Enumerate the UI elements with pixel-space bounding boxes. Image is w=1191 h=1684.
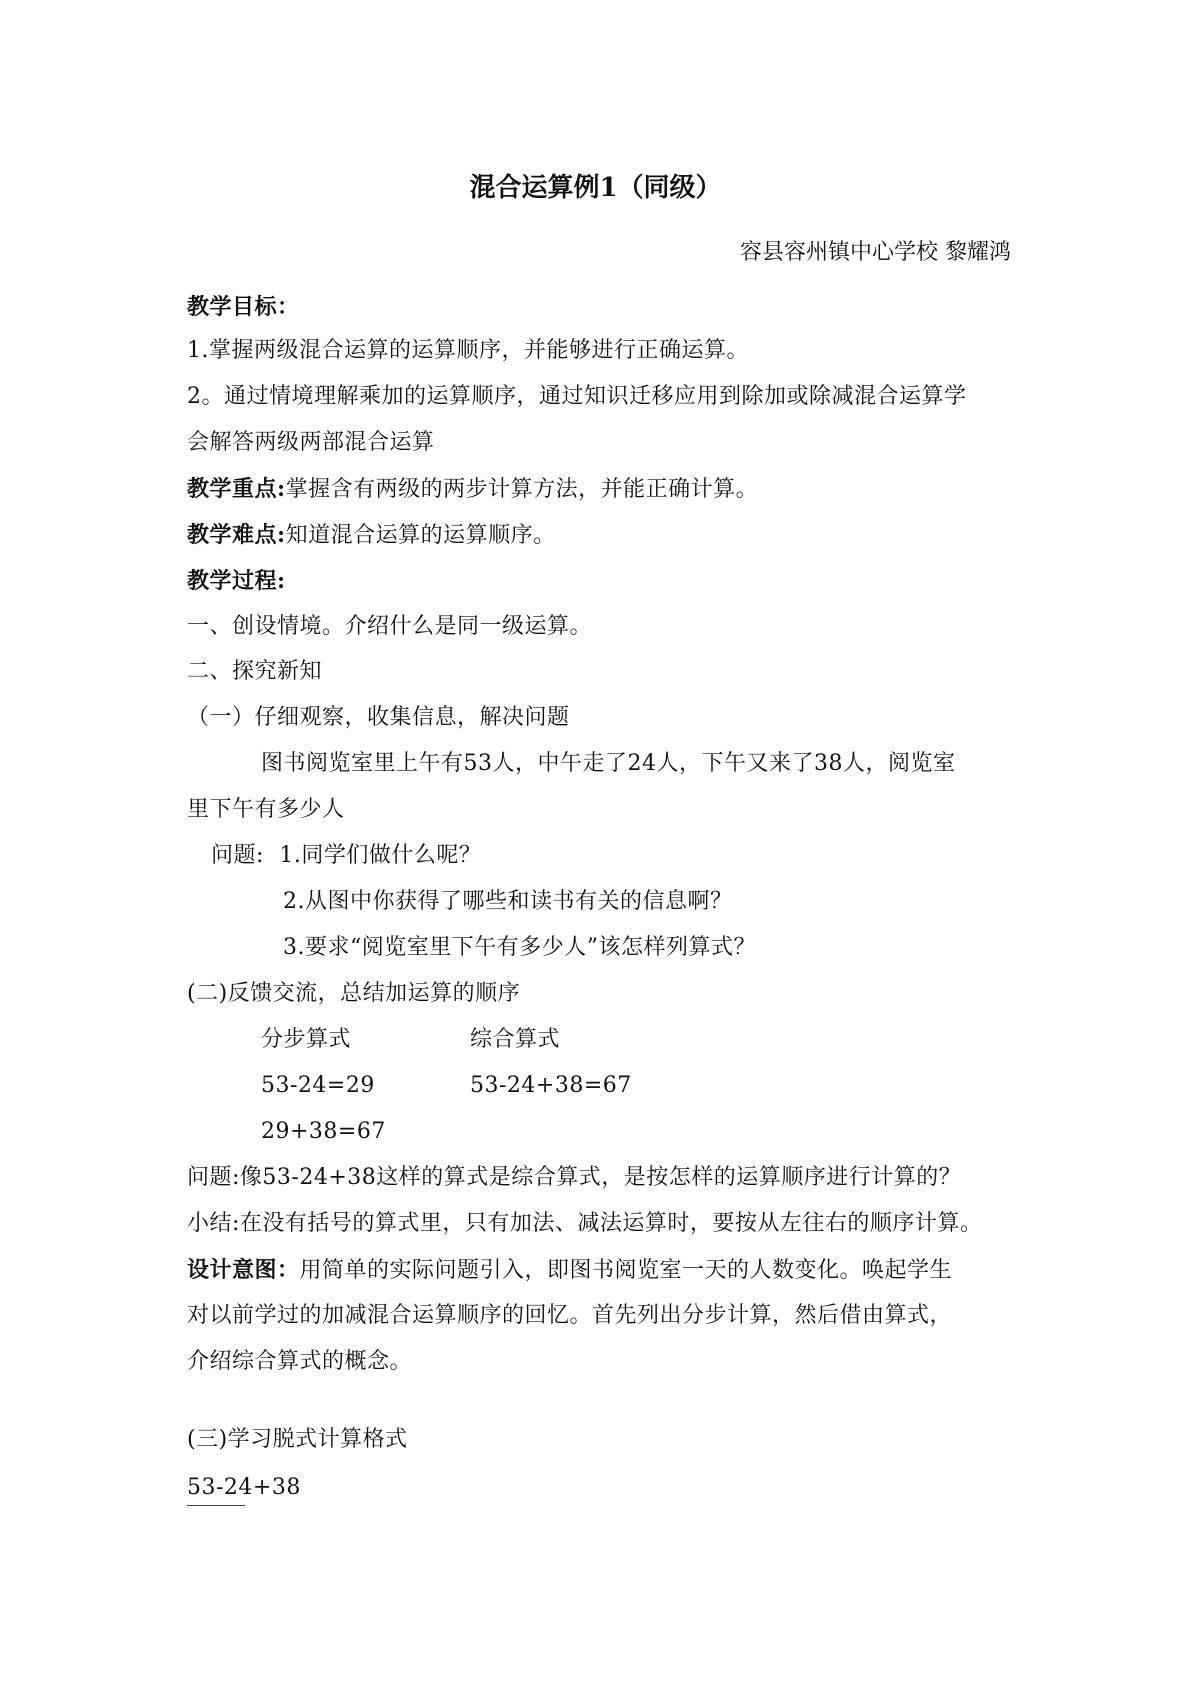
story-line-2: 里下午有多少人 xyxy=(187,797,345,822)
expression-underline xyxy=(187,1505,245,1506)
process-step-2: 二、探究新知 xyxy=(187,659,323,684)
objectives-heading: 教学目标： xyxy=(187,294,300,320)
design-intent-label: 设计意图： xyxy=(187,1257,300,1283)
question-2: 2.从图中你获得了哪些和读书有关的信息啊？ xyxy=(283,889,733,914)
story-line-1: 图书阅览室里上午有53人，中午走了24人，下午又来了38人，阅览室 xyxy=(261,751,956,776)
page-title: 混合运算例1（同级） xyxy=(469,173,722,203)
key-point-line xyxy=(187,474,758,505)
key-point-label: 教学重点: xyxy=(187,476,286,502)
subsection-1: （一）仔细观察，收集信息，解决问题 xyxy=(187,705,570,730)
subsection-2: (二)反馈交流，总结加运算的顺序 xyxy=(187,981,521,1006)
question-1: 1.同学们做什么呢？ xyxy=(279,843,482,868)
design-intent-line-3: 介绍综合算式的概念。 xyxy=(187,1349,413,1374)
objective-item-2-line1: 2。通过情境理解乘加的运算顺序，通过知识迁移应用到除加或除减混合运算学 xyxy=(187,384,967,409)
subsection-3: (三)学习脱式计算格式 xyxy=(187,1427,408,1452)
author-line: 容县容州镇中心学校 黎耀鸿 xyxy=(740,240,1011,265)
question-list-line-1 xyxy=(211,841,481,871)
objective-item-1: 1.掌握两级混合运算的运算顺序，并能够进行正确运算。 xyxy=(187,338,749,363)
difficulty-line xyxy=(187,520,556,551)
question-3: 3.要求“阅览室里下午有多少人”该怎样列算式？ xyxy=(283,935,756,960)
question-label: 问题: xyxy=(211,843,264,868)
combined-heading: 综合算式 xyxy=(470,1027,561,1052)
stepwise-row-2: 29+38=67 xyxy=(261,1119,386,1144)
design-intent-line-1 xyxy=(187,1255,952,1286)
key-point-text: 掌握含有两级的两步计算方法，并能正确计算。 xyxy=(285,477,759,502)
difficulty-text: 知道混合运算的运算顺序。 xyxy=(285,523,556,548)
design-intent-line-2: 对以前学过的加减混合运算顺序的回忆。首先列出分步计算，然后借由算式， xyxy=(187,1303,953,1328)
process-heading: 教学过程: xyxy=(187,568,286,594)
order-question: 问题:像53-24+38这样的算式是综合算式，是按怎样的运算顺序进行计算的？ xyxy=(187,1165,962,1190)
summary-line: 小结:在没有括号的算式里，只有加法、减法运算时，要按从左往右的顺序计算。 xyxy=(187,1211,983,1236)
combined-row-1: 53-24+38=67 xyxy=(470,1073,632,1098)
difficulty-label: 教学难点: xyxy=(187,522,286,548)
stepwise-heading: 分步算式 xyxy=(261,1027,352,1052)
stepwise-row-1: 53-24=29 xyxy=(261,1073,375,1098)
expression: 53-24+38 xyxy=(187,1475,301,1500)
process-step-1: 一、创设情境。介绍什么是同一级运算。 xyxy=(187,614,593,639)
objective-item-2-line2: 会解答两级两部混合运算 xyxy=(187,430,435,455)
design-intent-text-1: 用简单的实际问题引入，即图书阅览室一天的人数变化。唤起学生 xyxy=(299,1258,953,1283)
